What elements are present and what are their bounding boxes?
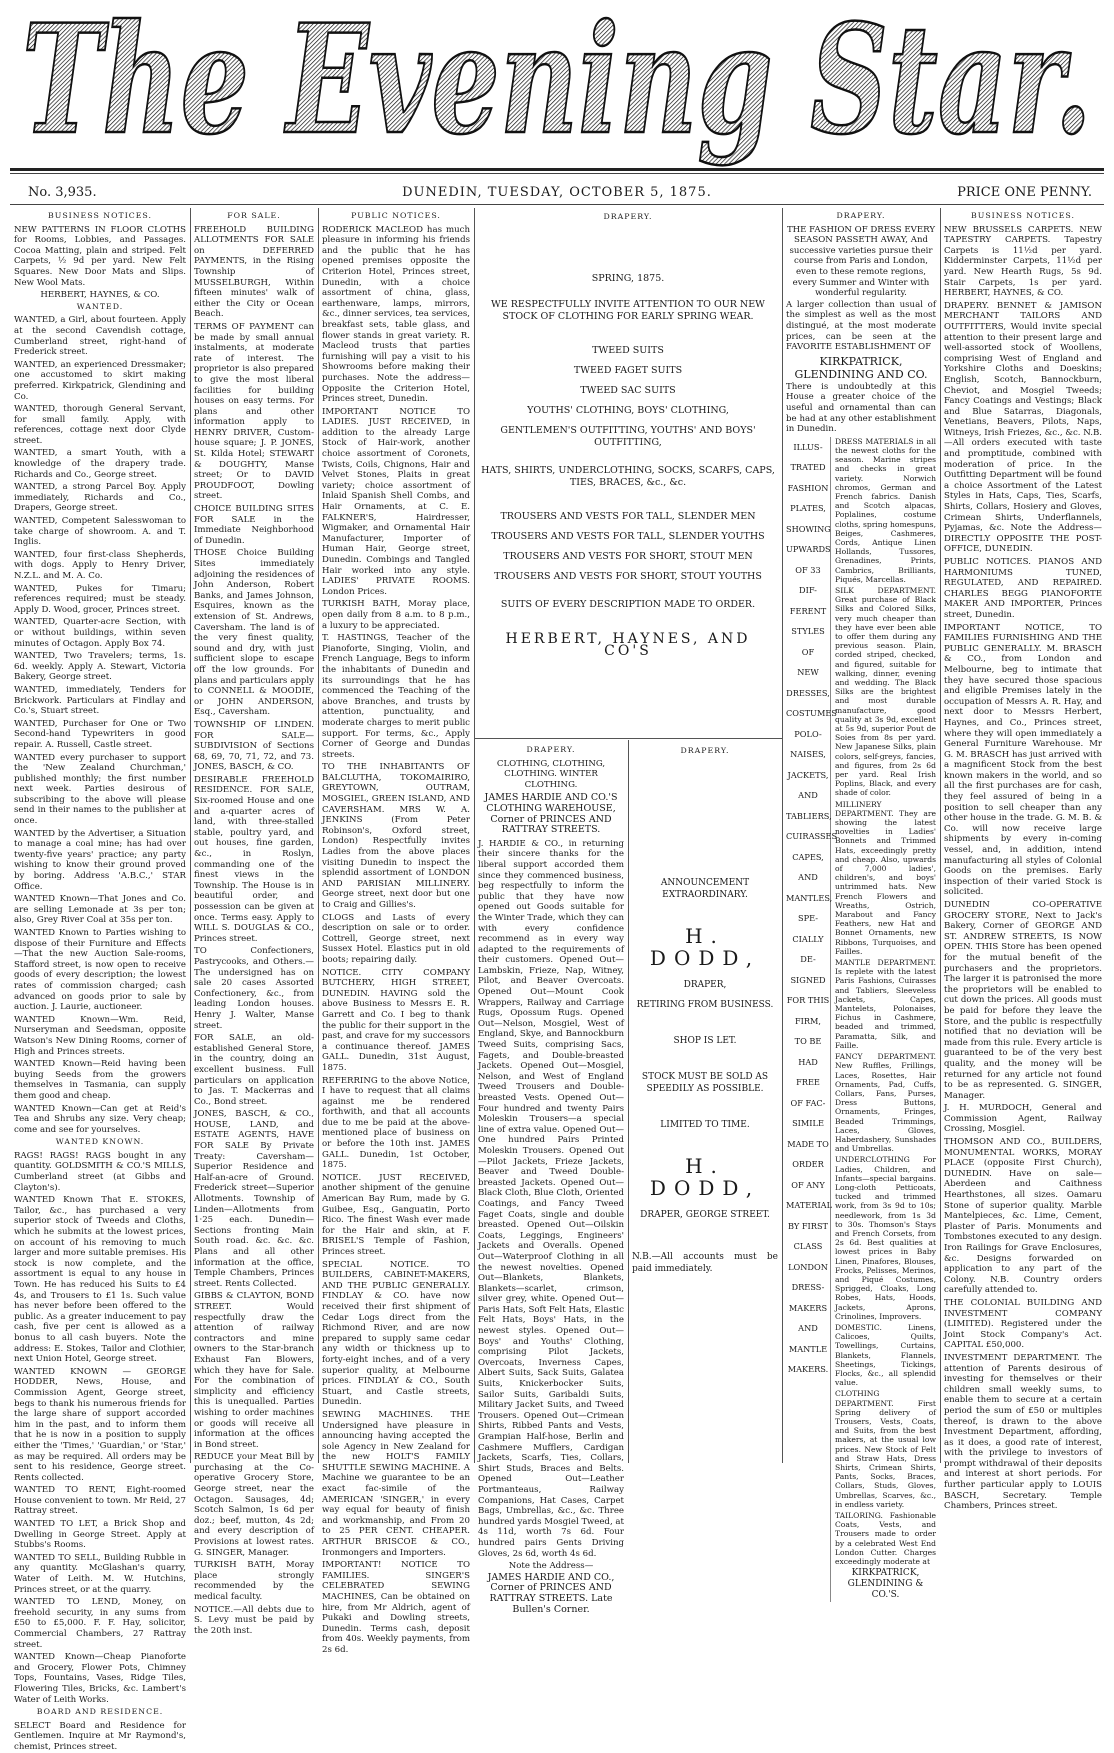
- kg-side-word: NAISES,: [790, 749, 826, 760]
- kg-side-word: TO BE: [794, 1036, 822, 1047]
- wanted-known-ad: WANTED Known—Cheap Pianoforte and Grocery, Flower Pots, Chimney Tops, Fountains, Vases, Ridge Tiles, Flowering Tiles, Bricks, &c. Lambert's Water of Leith Works.: [14, 1652, 186, 1705]
- for-sale-ad: FOR SALE, an old-established General Store, in the country, doing an excellent business. Full particulars on application to Jas. T. Mackerras and Co., Bond street.: [194, 1033, 314, 1107]
- kg-side-word: DIF-: [799, 585, 817, 596]
- dodd-name: H. DODD,: [649, 1154, 761, 1200]
- kg-dept: DRESS MATERIALS in all the newest cloths for the season. Marine stripes and checks in great variety. Norwich chromos, German and French fabrics. Danish and Scotch alpacas, Poplalines, costume cloths, spring homespuns, Beiges, Cashmeres, Cords, Antique Linen Hollands, Tussores, Grenadines, Prints, Cambrics, Brilliants, Piqués, Marcellas.: [835, 436, 936, 584]
- business-notice: J. H. MURDOCH, General and Commission Agent, Railway Crossing, Mosgiel.: [944, 1103, 1102, 1135]
- wanted-ad: WANTED, Purchaser for One or Two Second-hand Typewriters in good repair. A. Russell, Castle street.: [14, 718, 186, 750]
- column-business-notices-2: [944, 210, 1102, 1512]
- kg-dept: SILK DEPARTMENT. Great purchase of Black Silks and Colored Silks, very much cheaper than they have ever been able to offer them during any previous season. Plain, corded striped, checked, and figured, suitable for walking, dinner, evening and wedding. The Black Silks are the brightest and most durable manufacture, good quality at 3s 9d, excellent at 5s 9d, superior Pout de Soies from 8s per yard. New Japanese Silks, plain colors, self-greys, fancies, and figures, from 2s 6d per yard. Real Irish Poplins, Black, and every shade of color.: [835, 585, 936, 798]
- wanted-ad: WANTED, Two Travelers; terms, 1s. 6d. weekly. Apply A. Stewart, Victoria Bakery, George street.: [14, 651, 186, 683]
- masthead-rule-thin: [10, 173, 1104, 174]
- dodd-name: H. DODD,: [649, 924, 761, 970]
- kg-side-word: STYLES: [791, 626, 825, 637]
- kg-side-word: FOR THIS: [786, 995, 830, 1006]
- kg-side-word: FERENT: [789, 605, 827, 616]
- business-notice: DUNEDIN CO-OPERATIVE GROCERY STORE, Next to Jack's Bakery, Corner of GEORGE AND ST. ANDREW STREETS, IS NOW OPEN. THIS Store has been opened for the mutual benefit of the purchasers and the proprietors. The larger it is patronised the more the proprietors will be enabled to cut down the prices. All goods must be paid for before they leave the Store, and the public is respectfully notified that no deviation will be made from this rule. Every article is guaranteed to be of the very best quality, and the money will be returned for any article not found to be as represented. G. SINGER, Manager.: [944, 900, 1102, 1101]
- floor-cloth-notice: NEW PATTERNS IN FLOOR CLOTHS for Rooms, Lobbies, and Passages. Cocoa Matting, plain and striped. Felt Carpets, ½ 9d per yard. New Felt Squares. New Door Mats and Slips. New Wool Mats.: [14, 224, 186, 288]
- wanted-ad: WANTED, a Girl, about fourteen. Apply at the second Cavendish cottage, Cumberland street, right-hand of Frederick street.: [14, 315, 186, 358]
- kg-side-word: FASHION: [787, 482, 829, 493]
- kg-side-word: CAPES,: [792, 851, 824, 862]
- kg-intro: There is undoubtedly at this House a greater choice of the useful and ornamental than can be had at any other establishment in Dunedin.: [786, 381, 936, 435]
- spring-intro: WE RESPECTFULLY INVITE ATTENTION TO OUR NEW STOCK OF CLOTHING FOR EARLY SPRING WEAR.: [491, 299, 765, 322]
- for-sale-ad: TURKISH BATH, Moray place strongly recommended by the medical faculty.: [194, 1560, 314, 1602]
- kg-side-word: ORDER: [792, 1159, 824, 1170]
- wanted-known-ad: RAGS! RAGS! RAGS bought in any quantity. GOLDSMITH & CO.'S MILLS, Cumberland street (at Gibbs and Clayton's).: [14, 1150, 186, 1193]
- issue-date: DUNEDIN, TUESDAY, OCTOBER 5, 1875.: [402, 185, 712, 200]
- dateline-rule: [10, 204, 1104, 205]
- section-heading: DRAPERY.: [526, 745, 576, 754]
- business-notice: NEW BRUSSELS CARPETS. NEW TAPESTRY CARPETS. Tapestry Carpets is 11½d per yard. Kidderminster Carpets, 11½d per yard. New Hearth Rugs, 5s 9d. Stair Carpets, 1s per yard. HERBERT, HAYNES, & CO.: [944, 224, 1102, 299]
- section-heading: BOARD AND RESIDENCE.: [36, 1707, 164, 1717]
- trousers-line: TROUSERS AND VESTS FOR TALL, SLENDER MEN: [500, 511, 756, 522]
- dodd-line: LIMITED TO TIME.: [660, 1120, 750, 1130]
- clothing-line: HATS, SHIRTS, UNDERCLOTHING, SOCKS, SCARFS, CAPS, TIES, BRACES, &c., &c.: [481, 465, 775, 488]
- kg-side-word: FREE: [796, 1077, 820, 1088]
- for-sale-ad: DESIRABLE FREEHOLD RESIDENCE. FOR SALE, Six-roomed House and one and a-quarter acres of land, with three-stalled stable, poultry yard, and out houses, fine garden, &c., in Roslyn, commanding one of the finest views in the Township. The House is in beautiful order, and possession can be given at once. Terms easy. Apply to WILL S. DOUGLAS & CO., Princes street.: [194, 774, 314, 944]
- kg-side-word: AND: [798, 790, 818, 801]
- business-notice: THOMSON AND CO., BUILDERS, MONUMENTAL WORKS, MORAY PLACE (opposite First Church), DUNEDIN. Have on sale— Aberdeen and Caithness Hearthstones, all sizes. Oamaru Stone of superior quality. Marble Mantelpieces, &c. Lime, Cement, Plaster of Paris. Monuments and Tombstones executed to any design. Iron Railings for Grave Enclosures, &c. Designs forwarded on application to any part of the Colony. N.B. Country orders carefully attended to.: [944, 1137, 1102, 1296]
- wanted-ad: WANTED Known to Parties wishing to dispose of their Furniture and Effects —That the new Auction Sale-rooms, Stafford street, is now open to receive goods of every description; the lowest rates of commission charged; cash advanced on goods prior to sale by auction. J. Laurie, auctioneer.: [14, 928, 186, 1013]
- kg-side-word: SIMILE: [792, 1118, 824, 1129]
- spring-heading: SPRING, 1875.: [591, 273, 665, 284]
- kg-firm: KIRKPATRICK, GLENDINING AND CO.: [794, 354, 928, 381]
- public-notice: TURKISH BATH, Moray place, open daily from 8 a.m. to 8 p.m., a luxury to be appreciated.: [322, 599, 470, 631]
- column-for-sale: [194, 210, 314, 1636]
- column-drapery-kirkpatrick: [786, 210, 936, 1601]
- wanted-known-ad: WANTED TO LET, a Brick Shop and Dwelling in George Street. Apply at Stubbs's Rooms.: [14, 1519, 186, 1551]
- wanted-ad: WANTED, Competent Salesswoman to take charge of showroom. A. and T. Inglis.: [14, 516, 186, 548]
- for-sale-ad: TO Confectioners, Pastrycooks, and Others.—The undersigned has on sale 20 cases Assorted Confectionery, &c., from leading London houses. Henry J. Walter, Manse street.: [194, 946, 314, 1031]
- for-sale-ad: TERMS OF PAYMENT can be made by small annual instalments, at moderate rate of interest. The proprietor is also prepared to give the most liberal facilities for building houses on easy terms. For plans and other information apply to HENRY DRIVER, Custom-house square; J. P. JONES, St. Kilda Hotel; STEWART & DOUGHTY, Manse street; Or to DAVID PROUDFOOT, Dowling street.: [194, 321, 314, 502]
- kg-dept: MILLINERY DEPARTMENT. They are showing the latest novelties in Ladies' Bonnets and Trimmed Hats, exceedingly pretty and cheap. Also, upwards of 7,000 ladies', children's, and boys' untrimmed hats. New French Flowers and Wreaths, Ostrich, Marabout and Fancy Feathers, new Hat and Bonnet Ornaments, new Ribbons, Turquoises, and Failles.: [835, 799, 936, 956]
- clothing-line: TWEED SAC SUITS: [580, 385, 676, 396]
- kg-side-word: CLASS: [793, 1241, 823, 1252]
- hardie-address: JAMES HARDIE AND CO., Corner of PRINCES AND RATTRAY STREETS. Late Bullen's Corner.: [487, 1571, 615, 1615]
- business-notice: IMPORTANT NOTICE, TO FAMILIES FURNISHING AND THE PUBLIC GENERALLY. M. BRASCH & CO., from London and Melbourne, beg to intimate that they have secured those spacious and eligible Premises lately in the occupation of Messrs A. R. Hay, and next door to Messrs Herbert, Haynes, and Co., Princes street, where they will open immediately a General Furniture Warehouse. Mr G. M. BRASCH has just arrived with a magnificent Stock from the best known makers in the world, and so all the first purchases are for cash, they feel assured of being in a position to sell cheaper than any other house in the trade. G. M. B. & Co. will now receive large shipments by every in-coming vessel, and, in addition, intend manufacturing all styles of Colonial Goods on the premises. Early inspection of their varied Stock is solicited.: [944, 622, 1102, 898]
- wanted-known-ad: WANTED TO LEND, Money, on freehold security, in any sums from £50 to £5,000. F. F. Hay, solicitor, Commercial Chambers, 27 Rattray street.: [14, 1597, 186, 1650]
- wanted-ad: WANTED Known—Can get at Reid's Tea and Shrubs any size. Very cheap; come and see for yourselves.: [14, 1103, 186, 1135]
- kg-side-word: PLATES,: [790, 503, 826, 514]
- wanted-ad: WANTED, Pukes for Timaru; references required; must be steady. Apply D. Wood, grocer, Princes street.: [14, 583, 186, 615]
- section-heading: WANTED KNOWN.: [55, 1137, 145, 1147]
- public-notice: NOTICE. JUST RECEIVED, another shipment of the genuine American Bay Rum, made by G. Guibee, Esq., Ganguatin, Porto Rico. The finest Wash ever made for the Hair and skin, at F. BRISEL'S Temple of Fashion, Princes street.: [322, 1172, 470, 1257]
- public-notice: REFERRING to the above Notice, I have to request that all claims against me be rendered forthwith, and that all accounts due to me be paid at the above-mentioned place of business on or before the 10th inst. JAMES GALL. Dunedin, 1st October, 1875.: [322, 1075, 470, 1171]
- business-notice: PUBLIC NOTICES. PIANOS AND HARMONIUMS TUNED, REGULATED, AND REPAIRED. CHARLES BEGG PIANOFORTE MAKER AND IMPORTER, Princes street, Dunedin.: [944, 557, 1102, 620]
- kg-side-word: COSTUMES: [786, 708, 837, 719]
- kg-side-word: OF FAC-: [790, 1097, 826, 1108]
- kg-side-word: BY FIRST: [787, 1220, 829, 1231]
- public-notice: NOTICE. CITY COMPANY BUTCHERY, HIGH STREET, DUNEDIN. HAVING sold the above Business to Messrs E. R. Garrett and Co. I beg to thank the public for their support in the past, and crave for my successors a continuance thereof. JAMES GALL. Dunedin, 31st August, 1875.: [322, 967, 470, 1073]
- kg-intro: A larger collection than usual of the simplest as well as the most distingué, at the most moderate prices, can be seen at the FAVORITE ESTABLISHMENT OF: [786, 299, 936, 353]
- wanted-ad: WANTED, an experienced Dressmaker; one accustomed to skirt making preferred. Kirkpatrick, Glendining and Co.: [14, 359, 186, 402]
- firm-name: HERBERT, HAYNES, AND CO'S: [505, 631, 751, 659]
- column-drapery-hardie: [478, 744, 625, 1615]
- business-notice: THE COLONIAL BUILDING AND INVESTMENT COMPANY (LIMITED). Registered under the Joint Stock Company's Act. CAPITAL £50,000.: [944, 1297, 1102, 1351]
- kg-side-word: JACKETS,: [787, 769, 829, 780]
- for-sale-ad: CHOICE BUILDING SITES FOR SALE in the Immediate Neighborhood of Dunedin.: [194, 504, 314, 546]
- wanted-ad: WANTED by the Advertiser, a Situation to manage a coal mine; has had over twenty-five years' practice; any party wishing to know their ground proved by boring. Address 'A.B.C.,' STAR Office.: [14, 828, 186, 892]
- trousers-line: TROUSERS AND VESTS FOR TALL, SLENDER YOUTHS: [491, 531, 765, 542]
- kg-side-word: OF: [801, 646, 815, 657]
- issue-price: PRICE ONE PENNY.: [957, 185, 1092, 200]
- wanted-ad: WANTED Known—Wm. Reid, Nurseryman and Seedsman, opposite Watson's New Dining Rooms, corner of High and Princes streets.: [14, 1014, 186, 1057]
- for-sale-ad: REDUCE your Meat Bill by purchasing at the Co-operative Grocery Store, George street, near the Octagon. Sausages, 4d; Scotch Salmon, 1s 6d per doz.; beef, mutton, 4s 2d; and every description of Provisions at lowest rates. G. SINGER, Manager.: [194, 1452, 314, 1558]
- hardie-address-label: Note the Address—: [508, 1561, 594, 1572]
- wanted-known-ad: WANTED Known That E. STOKES, Tailor, &c., has purchased a very superior stock of Tweeds and Cloths, which he submits at the lowest prices, on account of his removing to much larger and more suitable premises. His stock is now complete, and the assortment is equal to any house in Town. He has reduced his Suits to £4 4s, and Trousers to £1 1s. Such value has never before been offered to the public. As a greater inducement to pay cash, five per cent is allowed as a bonus to all cash buyers. Note the address: E. Stokes, Tailor and Clothier, next Union Hotel, George street.: [14, 1195, 186, 1365]
- wanted-ad: WANTED Known—That Jones and Co. are selling Lemonade at 3s per ton; also, Grey River Coal at 35s per ton.: [14, 894, 186, 926]
- column-business-notices: [14, 210, 186, 1752]
- for-sale-ad: THOSE Choice Building Sites immediately adjoining the residences of John Anderson, Robert Banks, and James Johnson, Esquires, known as the extension of St. Andrews, Caversham. The land is of the very finest quality, sound and dry, with just sufficient slope to escape off the low grounds. For plans and particulars apply to CONNELL & MOODIE, or JOHN ANDERSON, Esq., Caversham.: [194, 548, 314, 718]
- hardie-text: J. HARDIE & CO., in returning their sincere thanks for the liberal support accorded them since they commenced business, beg respectfully to inform the public that they have now opened out Goods suitable for the Winter Trade, which they can with every confidence recommend as in every way adapted to the requirements of their customers. Opened Out—Lambskin, Frieze, Nap, Witney, Pilot, and Beaver Overcoats. Opened Out—Mount Cook Wrappers, Railway and Carriage Rugs, Opossum Rugs. Opened Out—Nelson, Mosgiel, West of England, Skye, and Bannockburn Tweed Suits, comprising Sacs, Fagets, and Double-breasted Jackets. Opened Out—Mosgiel, Nelson, and West of England Tweed Trousers and Double-breasted Vests. Opened Out—Four hundred and twenty Pairs Moleskin Trousers—a special line of extra value. Opened Out—One hundred Pairs Printed Moleskin Trousers. Opened Out—Pilot Jackets, Frieze Jackets, Beaver and Tweed Double-breasted Jackets. Opened Out—Black Cloth, Blue Cloth, Oriented Coatings, and Fancy Tweed Faget Coats, single and double breasted. Opened Out—Oilskin Coats, Leggings, Engineers' Jackets and Overalls. Opened Out—Waterproof Clothing in all the newest novelties. Opened Out—Blankets, Blankets, Blankets—scarlet, crimson, silver grey, white. Opened Out—Paris Hats, Soft Felt Hats, Elastic Felt Hats, Boys' Hats, in the newest styles. Opened Out—Boys' and Youths' Clothing, comprising Pilot Jackets, Overcoats, Inverness Capes, Albert Suits, Sack Suits, Galatea Suits, Knickerbocker Suits, Sailor Suits, Garibaldi Suits, Military Jacket Suits, and Tweed Trousers. Opened Out—Crimean Shirts, Ribbed Pants and Vests, Grampian Half-hose, Berlin and Cashmere Mufflers, Cardigan Jackets, Scarfs, Ties, Collars, Shirt Studs, Braces and Belts. Opened Out—Leather Portmanteaus, Railway Companions, Hat Cases, Carpet Bags, Umbrellas, &c., &c. Three hundred yards Mosgiel Tweed, at 4s 11d, worth 7s 6d. Four hundred pairs Gents Driving Gloves, 2s 6d, worth 4s 6d.: [478, 838, 625, 1559]
- wanted-ad: WANTED, a smart Youth, with a knowledge of the drapery trade. Richards and Co., George street.: [14, 448, 186, 480]
- masthead-title: The Evening Star.: [22, 0, 1092, 168]
- column-rule: [190, 208, 191, 1463]
- business-notice: INVESTMENT DEPARTMENT. The attention of Parents desirous of investing for themselves or their children small weekly sums, to enable them to secure at a certain period the sum of £50 or multiples thereof, is drawn to the above Investment Department, affording, as it does, a good rate of interest, with the privilege to investors of prompt withdrawal of their deposits and interest at short periods. For further particular apply to LOUIS BASCH, Secretary. Temple Chambers, Princes street.: [944, 1352, 1102, 1512]
- dodd-note: N.B.—All accounts must be paid immediately.: [632, 1252, 778, 1274]
- column-rule: [318, 208, 319, 1463]
- trousers-line: TROUSERS AND VESTS FOR SHORT, STOUT MEN: [503, 551, 753, 562]
- kg-side-word: OF 33: [795, 564, 821, 575]
- kg-side-word: POLO-: [794, 728, 822, 739]
- kg-side-word: DRESSES,: [786, 687, 830, 698]
- for-sale-ad: JONES, BASCH, & CO., HOUSE, LAND, and ESTATE AGENTS, HAVE FOR SALE By Private Treaty: Caversham—Superior Residence and Half-an-acre of Ground. Frederick street—Superior Allotments. Township of Linden—Allotments from 1·25 each. Dunedin—Sections fronting Main South road. &c. &c. &c. Plans and all other information at the office, Temple Chambers, Princes street. Rents Collected.: [194, 1109, 314, 1289]
- kg-dept: CLOTHING DEPARTMENT. First Spring delivery of Trousers, Vests, Coats, and Suits, from the best makers, at the usual low prices. New Stock of Felt and Straw Hats, Dress Shirts, Crimean Shirts, Pants, Socks, Braces, Collars, Studs, Gloves, Umbrellas, Scarves, &c., in endless variety.: [835, 1389, 936, 1509]
- dodd-line: DRAPER,: [683, 980, 727, 990]
- notice-signature: HERBERT, HAYNES, & CO.: [40, 290, 160, 301]
- wanted-ad: WANTED every purchaser to support the 'New Zealand Churchman,' published monthly; the first number next week. Parties desirous of subscribing to the above will please send in their names to the publisher at once.: [14, 752, 186, 827]
- public-notice: IMPORTANT! NOTICE TO FAMILIES. SINGER'S CELEBRATED SEWING MACHINES, Can be obtained on hire, from Mr Aldrich, agent of Pukaki and Dowling streets, Dunedin. Terms cash, deposit from 40s. Weekly payments, from 2s 6d.: [322, 1560, 470, 1655]
- kg-side-list: [786, 437, 838, 1603]
- for-sale-ad: NOTICE.—All debts due to S. Levy must be paid by the 20th inst.: [194, 1604, 314, 1636]
- kg-dept: MANTLE DEPARTMENT. Is replete with the latest Paris Fashions, Cuirasses and Tabliers, Sleeveless Jackets, Capes, Mantelets, Polonaises, Fichus in Cashmere, beaded and trimmed, Paramatta, Silk, and Faille.: [835, 958, 936, 1050]
- kg-intro: THE FASHION OF DRESS EVERY SEASON PASSETH AWAY, And successive varieties pursue their course from Paris and London, even to these remote regions, every Summer and Winter with wonderful regularity.: [786, 224, 936, 299]
- kg-side-word: MAKERS.: [787, 1364, 829, 1375]
- clothing-line: TWEED SUITS: [592, 345, 664, 356]
- for-sale-ad: TOWNSHIP OF LINDEN. FOR SALE— SUBDIVISION of Sections 68, 69, 70, 71, 72, and 73. JONES, BASCH, & CO.: [194, 719, 314, 773]
- for-sale-ad: GIBBS & CLAYTON, BOND STREET. Would respectfully draw the attention of railway contractors and mine owners to the Star-branch Exhaust Fan Blowers, which they have for Sale. For the combination of simplicity and efficiency this is unequalled. Parties wishing to order machines or goods will receive all information at the offices in Bond street.: [194, 1291, 314, 1450]
- public-notice: T. HASTINGS, Teacher of the Pianoforte, Singing, Violin, and French Language, Begs to inform the inhabitants of Dunedin and its surroundings that he has commenced the Teaching of the above Branches, and trusts by attention, punctuality, and moderate charges to merit public support. For terms, &c., Apply Corner of George and Dundas streets.: [322, 633, 470, 760]
- kg-side-word: HAD: [798, 1056, 818, 1067]
- kg-side-word: AND: [798, 1323, 818, 1334]
- masthead: [10, 0, 1104, 168]
- public-notice: CLOGS and Lasts of every description on sale or to order. Cottrell, George street, next Sussex Hotel. Elastics put in old boots; repairing daily.: [322, 912, 470, 965]
- dodd-line: SHOP IS LET.: [673, 1036, 737, 1046]
- section-heading: BUSINESS NOTICES.: [48, 211, 152, 220]
- public-notice: RODERICK MACLEOD has much pleasure in informing his friends and the public that he has opened premises opposite the Criterion Hotel, Princes street, Dunedin, with a choice assortment of china, glass, earthenware, lamps, mirrors, &c., dinner services, tea services, breakfast sets, table glass, and flower stands in great variety. R. Macleod trusts that parties furnishing will pay a visit to his Showrooms before making their purchases. Note the address— Opposite the Criterion Hotel, Princes street, Dunedin.: [322, 224, 470, 405]
- board-ad: SELECT Board and Residence for Gentlemen. Inquire at Mr Raymond's, chemist, Princes street.: [14, 1720, 186, 1752]
- kg-dept: TAILORING. Fashionable Coats, Vests, and Trousers made to order by a celebrated West End London Cutter. Charges exceedingly moderate at: [835, 1511, 936, 1567]
- dodd-line: DRAPER, GEORGE STREET.: [640, 1210, 770, 1220]
- for-sale-ad: FREEHOLD BUILDING ALLOTMENTS FOR SALE on DEFERRED PAYMENTS, in the Rising Township of MUSSELBURGH, Within fifteen minutes' walk of either the City or Ocean Beach.: [194, 224, 314, 320]
- column-rule: [782, 208, 783, 1463]
- section-rule: [474, 738, 782, 739]
- kg-side-word: MANTLES,: [786, 892, 833, 903]
- column-rule: [940, 208, 941, 1463]
- kg-side-word: LONDON: [788, 1261, 828, 1272]
- wanted-ad: WANTED, Quarter-acre Section, with or without buildings, within seven minutes of Octagon. Apply Box 74.: [14, 617, 186, 649]
- kg-side-word: MATERIAL: [786, 1200, 833, 1211]
- section-heading: DRAPERY.: [603, 212, 653, 221]
- wanted-ad: WANTED, a strong Parcel Boy. Apply immediately, Richards and Co., Drapers, George street.: [14, 482, 186, 514]
- clothing-line: TWEED FAGET SUITS: [573, 365, 683, 376]
- dateline: [10, 183, 1104, 203]
- column-rule: [628, 740, 629, 1463]
- dodd-line: ANNOUNCEMENT EXTRAORDINARY.: [660, 878, 750, 900]
- column-rule: [474, 208, 475, 1463]
- kg-side-word: ILLUS-: [793, 441, 823, 452]
- kg-side-word: SIGNED: [790, 974, 826, 985]
- kg-side-word: CIALLY: [792, 933, 824, 944]
- kg-side-word: DE-: [800, 954, 816, 965]
- kg-body: [786, 437, 936, 1603]
- masthead-rule: [10, 168, 1104, 171]
- clothing-line: GENTLEMEN'S OUTFITTING, YOUTHS' AND BOYS' OUTFITTING,: [500, 425, 756, 448]
- kg-side-word: NEW: [797, 667, 819, 678]
- kg-side-word: MADE TO: [787, 1138, 829, 1149]
- kg-side-word: UPWARDS: [786, 544, 831, 555]
- kg-side-word: TRATED: [790, 462, 826, 473]
- clothing-line: YOUTHS' CLOTHING, BOYS' CLOTHING,: [527, 405, 729, 416]
- kg-side-word: MANTLE: [788, 1343, 828, 1354]
- section-heading: PUBLIC NOTICES.: [351, 211, 441, 220]
- kg-departments: [835, 437, 936, 1603]
- wanted-known-ad: WANTED TO SELL, Building Rubble in any quantity. McGlashan's quarry, Water of Leith. M. W. Hutchins, Princes street, or at the quarry.: [14, 1552, 186, 1595]
- kg-side-word: MAKERS: [788, 1302, 828, 1313]
- hardie-title: CLOTHING, CLOTHING, CLOTHING. WINTER CLOTHING.: [496, 758, 606, 790]
- column-drapery-dodd: [632, 744, 778, 1463]
- issue-number: No. 3,935.: [28, 185, 97, 200]
- kg-side-word: CUIRASSES: [786, 831, 838, 842]
- wanted-ad: WANTED, immediately, Tenders for Brickwork. Particulars at Findlay and Co.'s, Stuart street.: [14, 684, 186, 717]
- wanted-ad: WANTED Known—Reid having been buying Seeds from the growers themselves in Tasmania, can supply them good and cheap.: [14, 1059, 186, 1101]
- kg-dept: FANCY DEPARTMENT. New Ruffles, Frillings, Laces, Rosettes, Hair Ornaments, Pad, Cuffs, Collars, Fans, Purses, Dress Buttons, Ornaments, Fringes, Beaded Trimmings, Laces, Gloves, Haberdashery, Sunshades and Umbrellas.: [835, 1052, 936, 1154]
- wanted-ad: WANTED, thorough General Servant, for small family. Apply, with references, cottage next door Clyde street.: [14, 404, 186, 446]
- wanted-known-ad: WANTED TO RENT, Eight-roomed House convenient to town. Mr Reid, 27 Rattray street.: [14, 1485, 186, 1517]
- kg-side-word: AND: [798, 872, 818, 883]
- section-heading: DRAPERY.: [836, 211, 886, 220]
- kg-side-word: FIRM,: [794, 1015, 822, 1026]
- column-drapery-haynes: [478, 210, 778, 735]
- dodd-line: RETIRING FROM BUSINESS.: [636, 1000, 774, 1010]
- section-heading: FOR SALE.: [227, 211, 281, 220]
- kg-side-word: TABLIERS,: [786, 810, 832, 821]
- kg-side-word: SHOWING: [786, 523, 831, 534]
- public-notice: TO THE INHABITANTS OF BALCLUTHA, TOKOMAIRIRO, GREYTOWN, OUTRAM, MOSGIEL, GREEN ISLAND, AND CAVERSHAM. MRS W. A. JENKINS (From Peter Robinson's, Oxford street, London) Respectfully invites Ladies from the above places visiting Dunedin to inspect the splendid assortment of LONDON AND PARISIAN MILLINERY. George street, next door but one to Craig and Gillies's.: [322, 762, 470, 910]
- public-notice: SPECIAL NOTICE. TO BUILDERS, CABINET-MAKERS, AND THE PUBLIC GENERALLY. FINDLAY & CO. have now received their first shipment of Cedar Logs direct from the Richmond River, and are now prepared to supply same cedar any width or thickness up to forty-eight inches, and of a very superior quality, at Melbourne prices. FINDLAY & CO., South Stuart, and Castle streets, Dunedin.: [322, 1259, 470, 1408]
- kg-dept: UNDERCLOTHING For Ladies, Children, and Infants—special bargains. Long-cloth Petticoats, tucked and trimmed work, from 3s 9d to 10s; needlework, from 1s 3d to 30s. Thomson's Stays and French Corsets, from 2s 6d. Best qualities at lowest prices in Baby Linen, Pinafores, Blouses, Frocks, Pelisses, Merinos, and Piqué Costumes, Sprigged, Cloaks, Long Robes, Hats, Hoods, Jackets, Aprons, Crinolines, Improvers.: [835, 1155, 936, 1321]
- section-heading: BUSINESS NOTICES.: [971, 211, 1075, 220]
- section-heading: DRAPERY.: [680, 746, 730, 755]
- wanted-known-ad: WANTED KNOWN — GEORGE HODDER, News, House, and Commission Agent, George street, begs to thank his numerous friends for the large share of support accorded him in the past, and to inform them that he is now in a position to supply either the 'Times,' 'Guardian,' or 'Star,' as may be required. All orders may be sent to his residence, George street. Rents collected.: [14, 1366, 186, 1483]
- column-public-notices: [322, 210, 470, 1655]
- masthead-title-svg: [10, 0, 1104, 168]
- public-notice: SEWING MACHINES. THE Undersigned have pleasure in announcing having accepted the sole Agency in New Zealand for the new HOLT'S FAMILY SHUTTLE SEWING MACHINE. A Machine we guarantee to be an exact fac-simile of the AMERICAN 'SINGER,' in every way equal for beauty of finish and workmanship, and From 20 to 25 PER CENT. CHEAPER. ARTHUR BRISCOE & CO., Ironmongers and Importers.: [322, 1409, 470, 1558]
- trousers-line: TROUSERS AND VESTS FOR SHORT, STOUT YOUTHS: [494, 571, 762, 582]
- kg-side-word: DRESS-: [791, 1282, 825, 1293]
- dodd-line: STOCK MUST BE SOLD AS SPEEDILY AS POSSIBLE.: [641, 1072, 769, 1094]
- hardie-firm: JAMES HARDIE AND CO.'S CLOTHING WAREHOUSE, Corner of PRINCES AND RATTRAY STREETS.: [484, 792, 618, 836]
- kg-side-word: SPE-: [797, 913, 818, 924]
- suits-line: SUITS OF EVERY DESCRIPTION MADE TO ORDER.: [500, 599, 756, 610]
- section-heading: WANTED.: [76, 301, 124, 311]
- wanted-ad: WANTED, four first-class Shepherds, with dogs. Apply to Henry Driver, N.Z.L. and M. A. Co.: [14, 549, 186, 581]
- kg-dept: DOMESTIC. Linens, Calicoes, Quilts, Towellings, Curtains, Blankets, Flannels, Sheetings, Tickings, Flocks, &c., all splendid value.: [835, 1322, 936, 1388]
- kg-side-word: OF ANY: [791, 1179, 825, 1190]
- business-notice: DRAPERY. BENNET & JAMISON MERCHANT TAILORS AND OUTFITTERS, Would invite special attention to their present large and well-assorted stock of Woollens, comprising West of England and Yorkshire Cloths and Doeskins; English, Scotch, Bannockburn, Cheviot, and Mosgiel Tweeds; Fancy Coatings and Vestings; Black and Blue Satarras, Diagonals, Venetians, Beavers, Pilots, Naps, Witneys, Irish Friezes, &c., &c. N.B.—All orders executed with taste and promptitude, combined with moderation of price. In the Outfitting Department will be found a choice Assortment of the Latest Styles in Hats, Caps, Ties, Scarfs, Shirts, Collars, Hosiery and Gloves, Crimean Shirts, Underflannels, Pyjamas, &c. Note the Address— DIRECTLY OPPOSITE THE POST-OFFICE, DUNEDIN.: [944, 300, 1102, 555]
- kg-close: KIRKPATRICK, GLENDINING & CO.'S.: [847, 1568, 924, 1601]
- public-notice: IMPORTANT NOTICE TO LADIES. JUST RECEIVED, in addition to the already Large Stock of Hair-work, another choice assortment of Coronets, Twists, Coils, Chignons, Hair and Velvet Stones, Plaits in great variety; choice assortment of Inlaid Spanish Shell Combs, and Hair Ornaments, at C. E. FALKNER'S, Hairdresser, Wigmaker, and Ornamental Hair Manufacturer, Importer of Human Hair, George street, Dunedin. Combings and Tangled Hair worked into any style. LADIES' PRIVATE ROOMS. London Prices.: [322, 406, 470, 597]
